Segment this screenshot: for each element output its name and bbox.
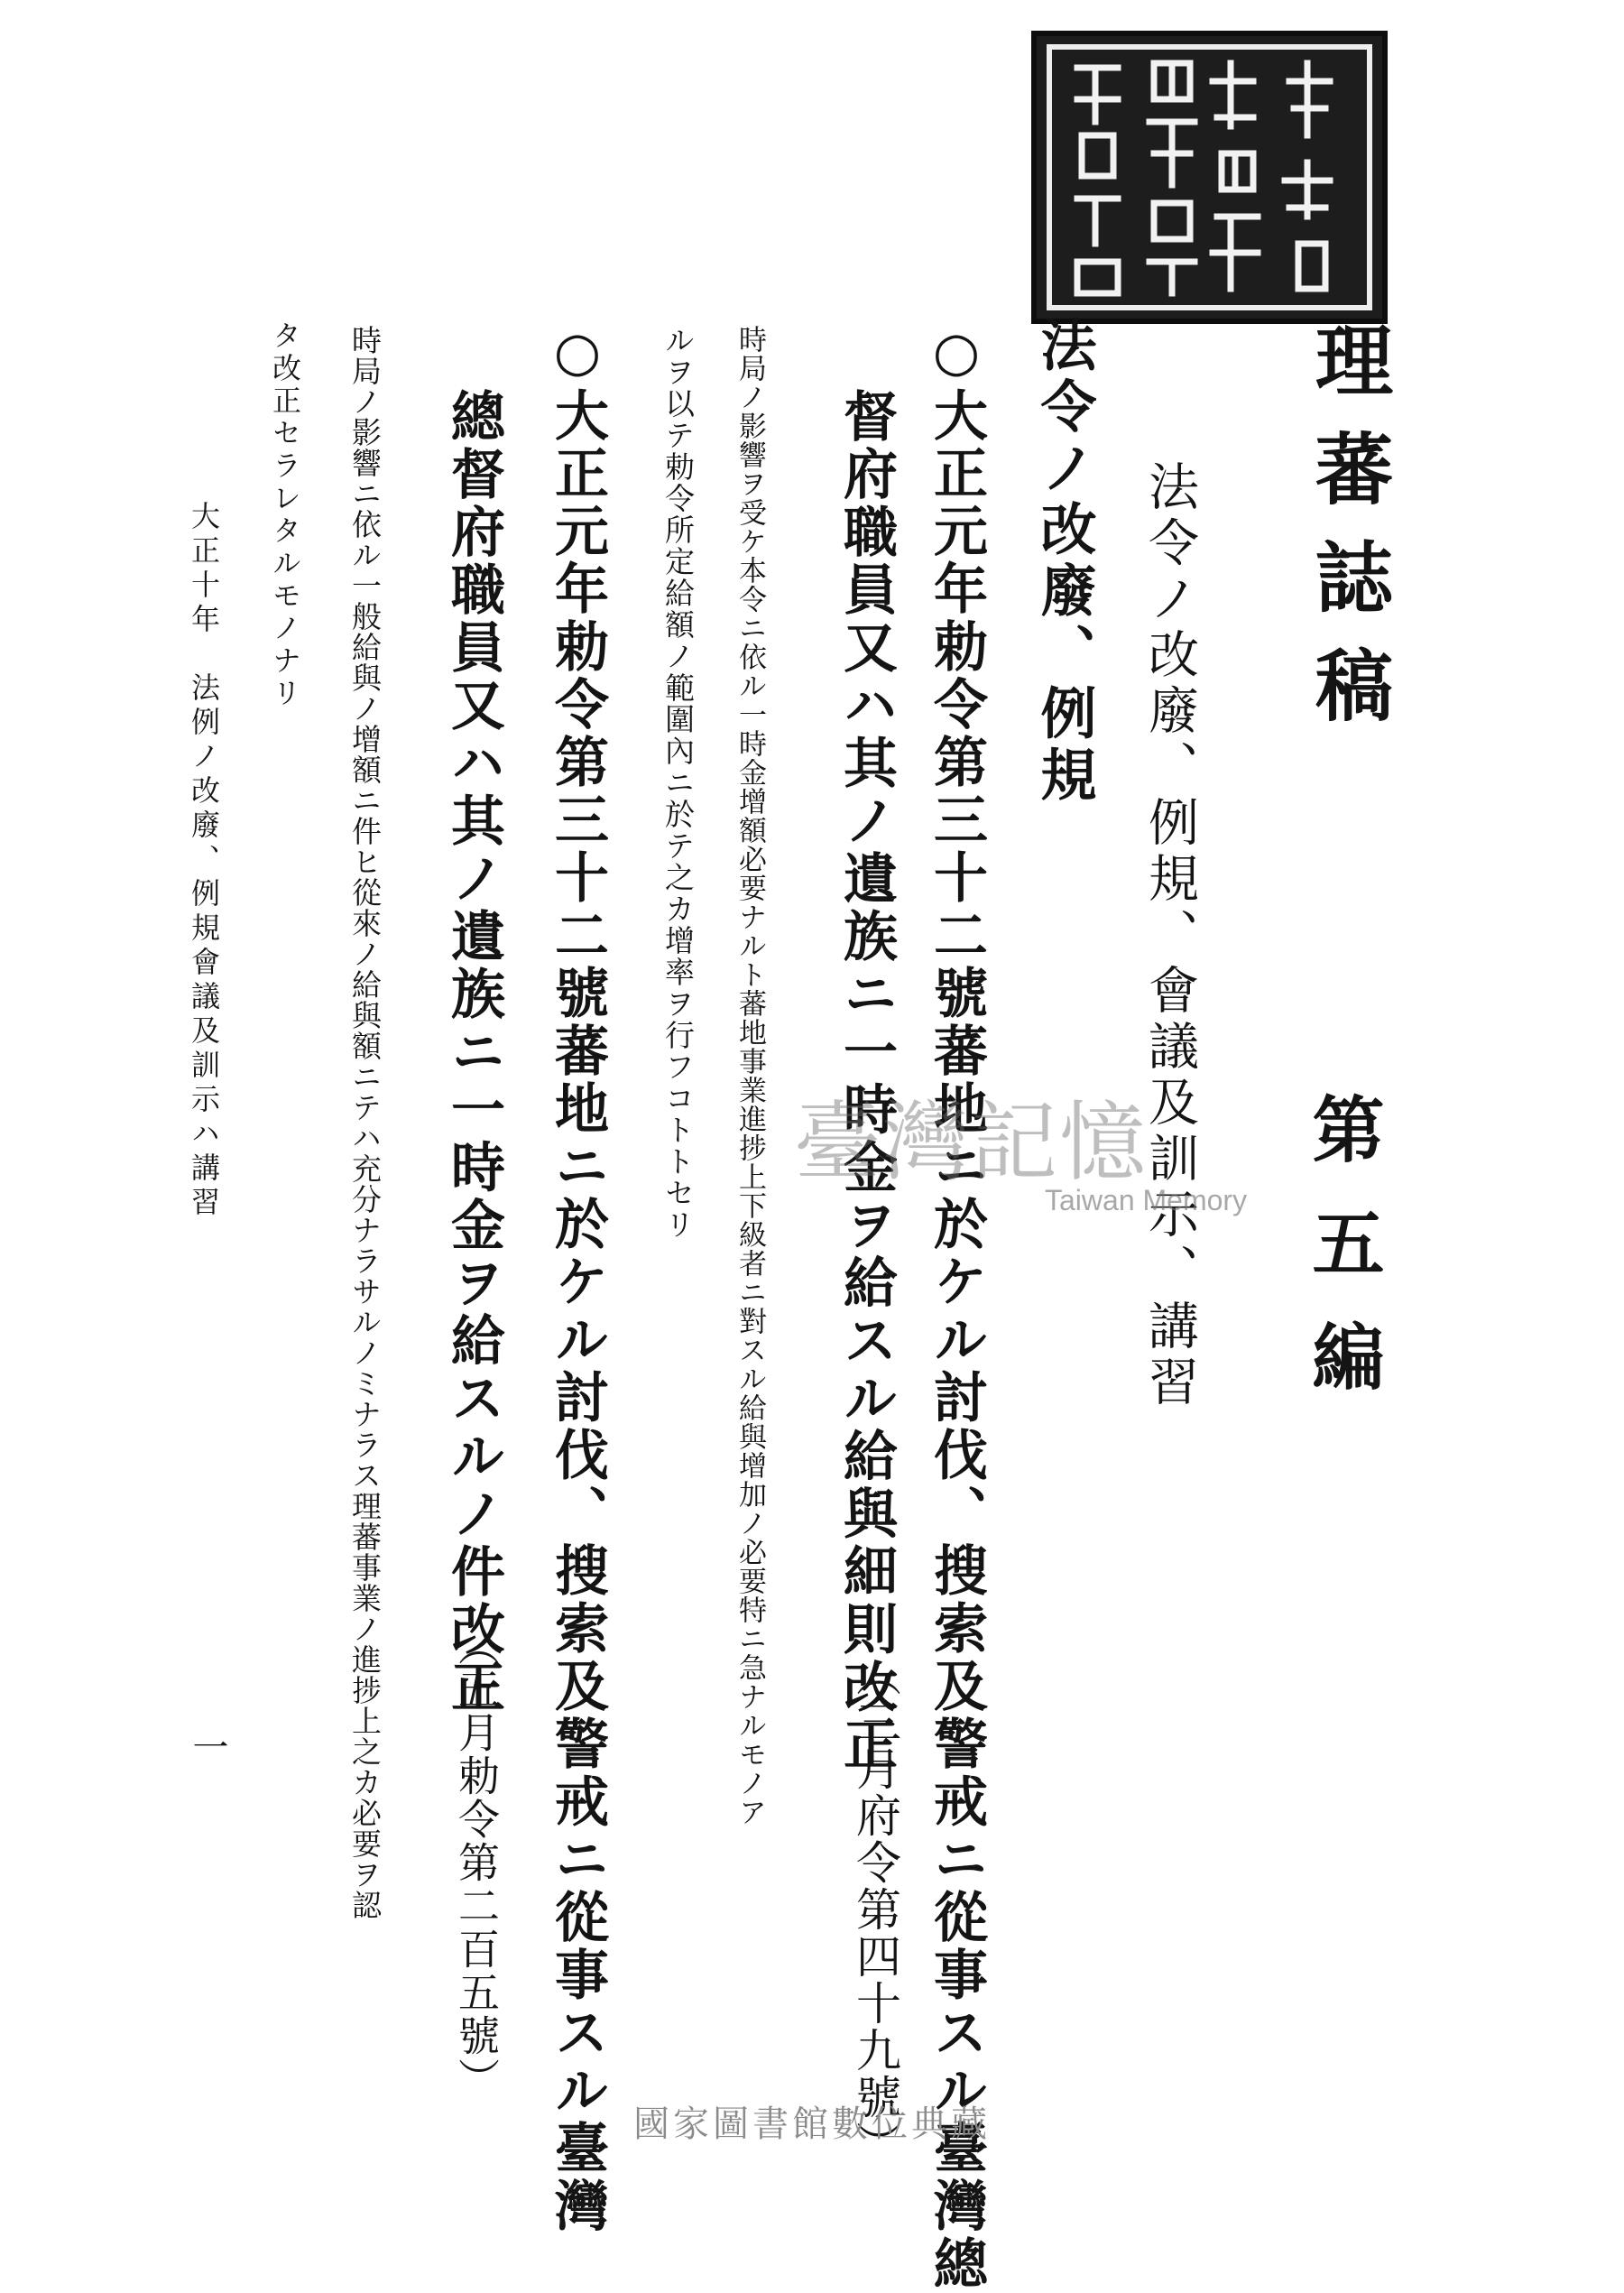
chapter-subtitle: 法令ノ改廢、例規、會議及訓示、講習 — [1140, 460, 1199, 1411]
entry-1-citation: （三月府令第四十九號） — [849, 1651, 901, 2168]
library-seal-stamp — [1031, 31, 1388, 324]
entry-1-body-line-1: 時局ノ影響ヲ受ケ本令ニ依ル一時金增額必要ナルト蕃地事業進捗上下級者ニ對スル給與增加ノ必要特ニ急ナルモノア — [734, 325, 766, 1826]
entry-1-body-line-2: ルヲ以テ勅令所定給額ノ範圍內ニ於テ之カ增率ヲ行フコトトセリ — [660, 325, 696, 1241]
entry-1-heading-line-2: 督府職員又ハ其ノ遺族ニ一時金ヲ給スル給與細則改正 — [835, 388, 898, 1774]
seal-glyphs — [1037, 36, 1382, 319]
entry-2-citation: （五月勅令第二百五號） — [452, 1624, 501, 2101]
entry-2-heading-line-1: ○大正元年勅令第三十二號蕃地ニ於ケル討伐、搜索及警戒ニ從事スル臺灣 — [546, 320, 609, 2235]
entry-2-body-line-1: 時局ノ影響ニ依ル一般給與ノ增額ニ件ヒ從來ノ給與額ニテハ充分ナラサルノミナラス理蕃事業ノ進捗上之カ必要ヲ認 — [347, 325, 383, 1920]
running-footer: 大正十年 法例ノ改廢、例規會議及訓示ハ講習 — [187, 501, 221, 1221]
entry-1-heading-line-1: ○大正元年勅令第三十二號蕃地ニ於ケル討伐、搜索及警戒ニ從事スル臺灣總 — [925, 320, 988, 2293]
book-title: 理蕃誌稿 — [1302, 320, 1393, 754]
library-credit: 國家圖書館數位典藏 — [633, 2103, 991, 2145]
taiwan-memory-watermark-en: Taiwan Memory — [1045, 1184, 1248, 1216]
volume-label: 第五編 — [1300, 1092, 1385, 1433]
entry-2-body-line-2: タ改正セラレタルモノナリ — [268, 320, 302, 710]
section-heading: 法令ノ改廢、例規 — [1031, 316, 1097, 807]
taiwan-memory-watermark: 臺灣記憶 — [794, 1092, 1148, 1193]
page-number: 一 — [187, 1728, 228, 1764]
entry-2-heading-line-2: 總督府職員又ハ其ノ遺族ニ一時金ヲ給スルノ件改正 — [442, 388, 505, 1716]
